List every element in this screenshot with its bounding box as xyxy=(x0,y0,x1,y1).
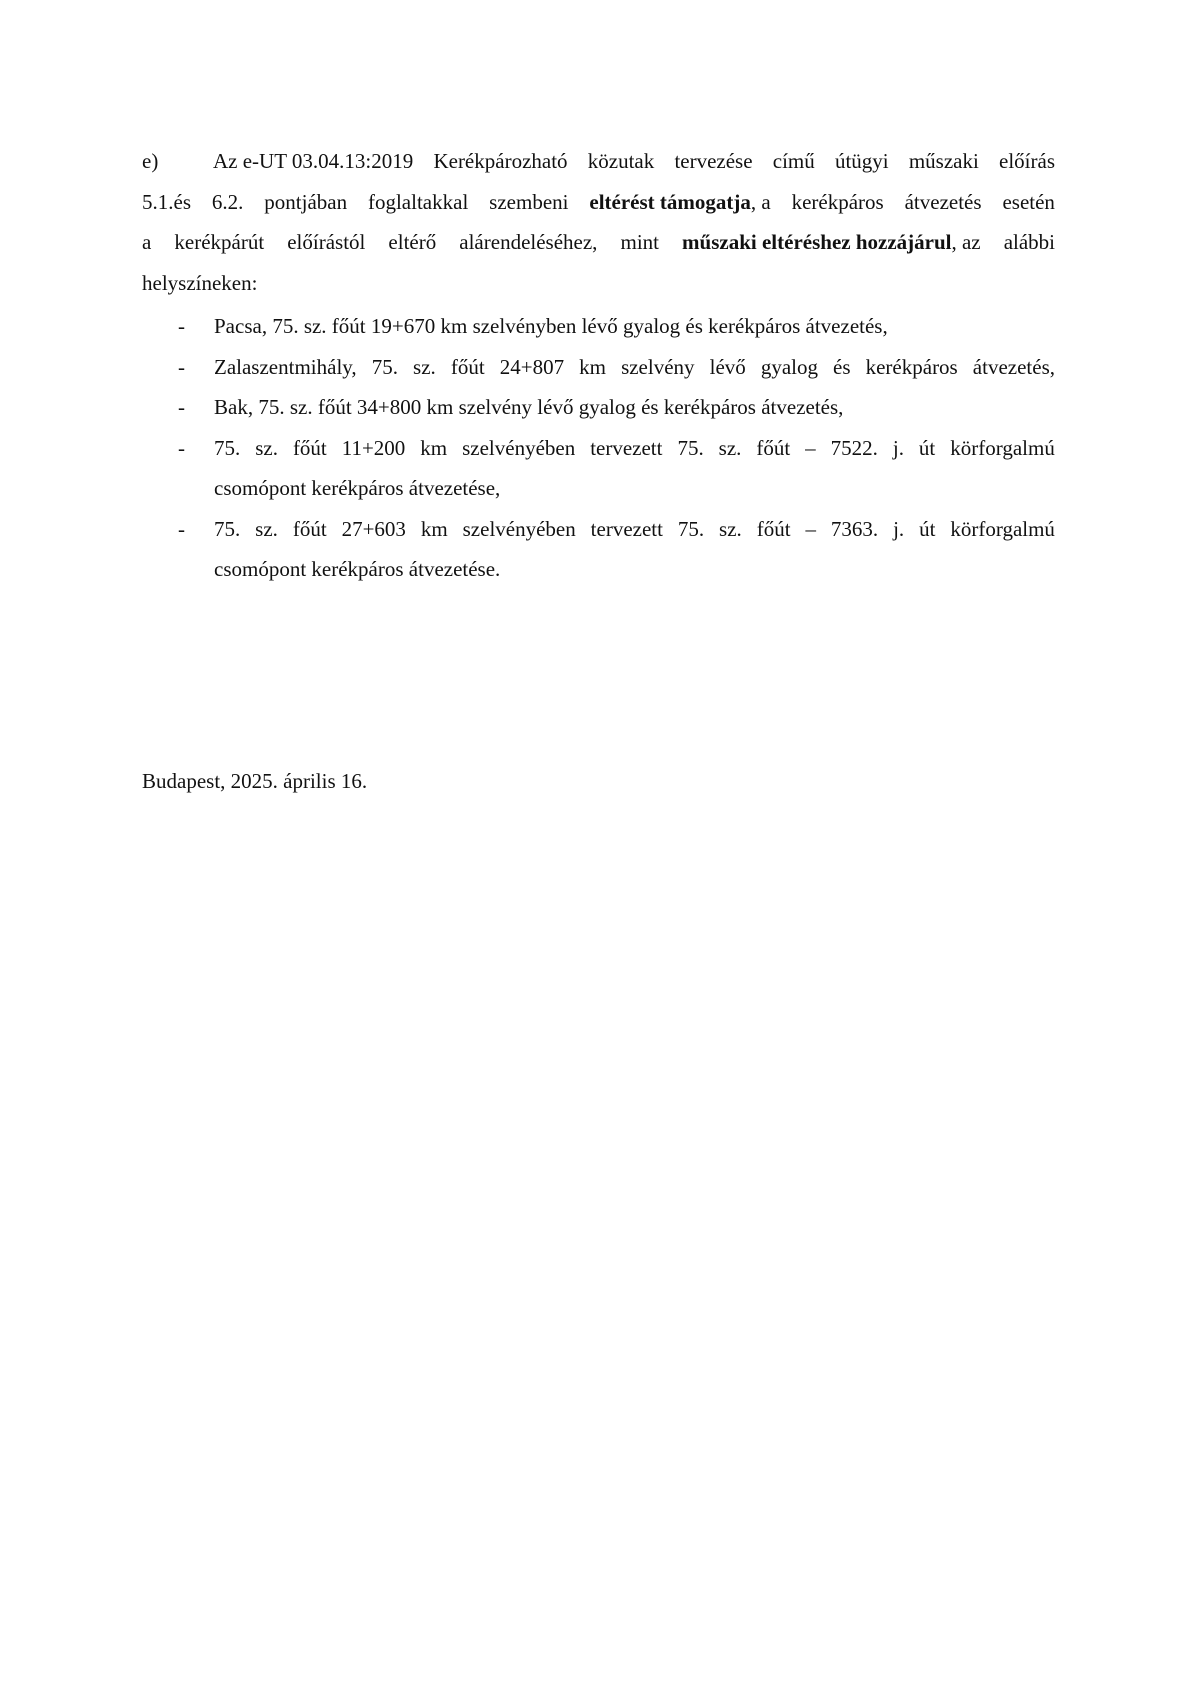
text-word: pontjában xyxy=(264,189,348,214)
text-word: 75. xyxy=(371,354,398,379)
text-word: közutak xyxy=(587,149,655,173)
text-word: 75. xyxy=(677,435,704,460)
text-word: eltérő xyxy=(388,230,437,254)
text-word: 75. xyxy=(214,435,241,460)
bold-phrase-technical-deviation: műszaki eltéréshez hozzájárul xyxy=(682,230,952,254)
list-item-text: Bak, 75. sz. főút 34+800 km szelvény lévő gyalog és kerékpáros átvezetés, xyxy=(214,395,844,419)
text-word: előírástól xyxy=(287,230,366,254)
text-word: és xyxy=(833,354,851,379)
list-item xyxy=(142,428,1055,509)
text-word: 6.2. xyxy=(211,189,244,214)
text-word: főút xyxy=(292,435,327,460)
text-word: foglaltakkal xyxy=(367,189,469,214)
text-word: főút xyxy=(756,516,791,541)
locations-list xyxy=(142,306,1055,590)
text-word: alábbi xyxy=(1003,230,1055,254)
text-word: , a xyxy=(750,189,771,214)
text-word: főút xyxy=(450,354,485,379)
list-dash: - xyxy=(178,516,185,541)
text-word: Kerékpározható xyxy=(433,149,568,173)
text-word: Az e-UT 03.04.13:2019 xyxy=(213,149,414,173)
text-word: km xyxy=(420,516,448,541)
text-word: szembeni xyxy=(489,189,569,214)
text-word: kerékpárút xyxy=(174,230,265,254)
text-word: km xyxy=(420,435,448,460)
list-dash: - xyxy=(178,395,185,419)
text-word: sz. xyxy=(719,516,742,541)
text-word: szelvényében xyxy=(462,435,576,460)
paragraph-e xyxy=(142,141,1055,303)
text-word: tervezése xyxy=(674,149,753,173)
text-word: útügyi xyxy=(834,149,889,173)
text-word: gyalog xyxy=(760,354,818,379)
text-word: 75. xyxy=(214,516,241,541)
paragraph-line-2 xyxy=(142,182,1055,223)
text-word: helyszíneken: xyxy=(142,270,258,295)
text-word: átvezetés, xyxy=(972,354,1055,379)
paragraph-line-4 xyxy=(142,263,1055,304)
text-word: j. xyxy=(893,516,905,541)
place-and-date: Budapest, 2025. április 16. xyxy=(142,769,368,793)
text-word: körforgalmú xyxy=(950,435,1055,460)
text-word: műszaki xyxy=(908,149,979,173)
list-item-text: csomópont kerékpáros átvezetése. xyxy=(214,557,501,581)
list-dash: - xyxy=(178,314,185,338)
text-word: főút xyxy=(756,435,791,460)
text-word: 7522. xyxy=(830,435,878,460)
text-word: 24+807 xyxy=(499,354,565,379)
text-word: út xyxy=(919,516,936,541)
text-word: km xyxy=(579,354,606,379)
text-word: – xyxy=(805,516,816,541)
text-word: Zalaszentmihály, xyxy=(214,354,357,379)
list-dash: - xyxy=(178,435,185,460)
list-item xyxy=(142,306,1055,347)
list-dash: - xyxy=(178,354,185,379)
text-word: mint xyxy=(620,230,659,254)
list-item-text: csomópont kerékpáros átvezetése, xyxy=(214,476,501,500)
text-word: című xyxy=(772,149,815,173)
list-item-text: Pacsa, 75. sz. főút 19+670 km szelvényben lévő gyalog és kerékpáros átvezetés, xyxy=(214,314,888,338)
text-word: út xyxy=(918,435,936,460)
text-word: átvezetés xyxy=(904,189,982,214)
text-word: szelvényében xyxy=(462,516,576,541)
text-word: 11+200 xyxy=(341,435,406,460)
text-word: sz. xyxy=(255,516,278,541)
text-word: j. xyxy=(892,435,904,460)
text-word: 7363. xyxy=(830,516,879,541)
list-item xyxy=(142,387,1055,428)
text-word: kerékpáros xyxy=(865,354,958,379)
text-word: 27+603 xyxy=(341,516,406,541)
text-word: körforgalmú xyxy=(950,516,1055,541)
text-word: , az xyxy=(951,230,981,254)
list-item xyxy=(142,347,1055,388)
text-word: főút xyxy=(292,516,327,541)
text-word: 75. xyxy=(677,516,705,541)
bold-phrase-supports-deviation: eltérést támogatja xyxy=(589,189,751,214)
text-word: a xyxy=(142,230,152,254)
text-word: sz. xyxy=(255,435,278,460)
text-word: tervezett xyxy=(590,516,663,541)
text-word: szelvény xyxy=(621,354,695,379)
text-word: alárendeléséhez, xyxy=(459,230,598,254)
text-word: sz. xyxy=(413,354,436,379)
text-word: kerékpáros xyxy=(791,189,884,214)
text-word: 5.1.és xyxy=(142,189,191,214)
paragraph-label: e) xyxy=(142,149,159,173)
text-word: esetén xyxy=(1002,189,1055,214)
text-word: előírás xyxy=(999,149,1055,173)
text-word: tervezett xyxy=(590,435,663,460)
paragraph-line-1 xyxy=(142,141,1055,182)
text-word: – xyxy=(805,435,816,460)
text-word: lévő xyxy=(709,354,746,379)
paragraph-line-3 xyxy=(142,222,1055,263)
text-word: sz. xyxy=(718,435,742,460)
list-item xyxy=(142,509,1055,590)
